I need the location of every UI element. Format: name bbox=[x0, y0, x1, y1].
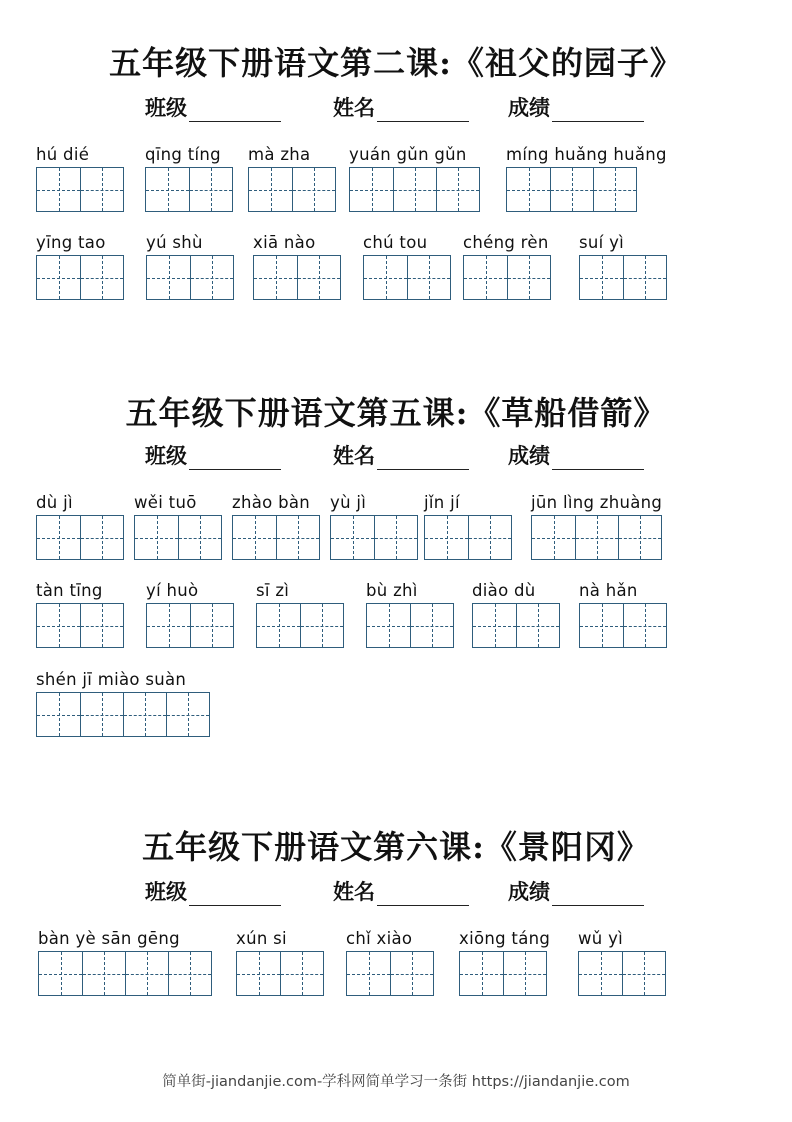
writing-cell[interactable] bbox=[125, 952, 168, 995]
writing-cell[interactable] bbox=[233, 516, 276, 559]
writing-cell[interactable] bbox=[292, 168, 335, 211]
class-blank[interactable] bbox=[189, 445, 281, 470]
writing-cell[interactable] bbox=[331, 516, 374, 559]
writing-cell[interactable] bbox=[135, 516, 178, 559]
info-row-2 bbox=[0, 440, 792, 470]
writing-cell[interactable] bbox=[468, 516, 511, 559]
pinyin-label: qīng tíng bbox=[145, 145, 221, 164]
writing-cell[interactable] bbox=[623, 604, 666, 647]
score-field[interactable] bbox=[508, 876, 644, 906]
writing-grid[interactable] bbox=[38, 951, 212, 996]
score-label: 成绩 bbox=[508, 443, 550, 468]
writing-grid[interactable] bbox=[463, 255, 551, 300]
writing-grid[interactable] bbox=[578, 951, 666, 996]
writing-cell[interactable] bbox=[80, 168, 123, 211]
writing-cell[interactable] bbox=[37, 604, 80, 647]
pinyin-label: nà hǎn bbox=[579, 581, 638, 600]
writing-cell[interactable] bbox=[503, 952, 546, 995]
writing-cell[interactable] bbox=[80, 516, 123, 559]
writing-cell[interactable] bbox=[37, 256, 80, 299]
writing-cell[interactable] bbox=[410, 604, 453, 647]
writing-cell[interactable] bbox=[364, 256, 407, 299]
writing-cell[interactable] bbox=[532, 516, 575, 559]
writing-grid[interactable] bbox=[579, 255, 667, 300]
name-blank[interactable] bbox=[377, 97, 469, 122]
name-blank[interactable] bbox=[377, 445, 469, 470]
info-row-1 bbox=[0, 92, 792, 122]
writing-cell[interactable] bbox=[123, 693, 166, 736]
writing-cell[interactable] bbox=[249, 168, 292, 211]
pinyin-label: bù zhì bbox=[366, 581, 418, 600]
writing-grid[interactable] bbox=[36, 255, 124, 300]
writing-cell[interactable] bbox=[374, 516, 417, 559]
writing-cell[interactable] bbox=[407, 256, 450, 299]
class-field[interactable] bbox=[145, 92, 281, 122]
writing-cell[interactable] bbox=[580, 604, 623, 647]
footer-text: 简单街-jiandanjie.com-学科网简单学习一条街 https://jiandanjie.com bbox=[162, 1074, 630, 1090]
writing-cell[interactable] bbox=[168, 952, 211, 995]
writing-grid[interactable] bbox=[506, 167, 637, 212]
score-field[interactable] bbox=[508, 440, 644, 470]
writing-cell[interactable] bbox=[178, 516, 221, 559]
pinyin-label: diào dù bbox=[472, 581, 536, 600]
pinyin-label: yuán gǔn gǔn bbox=[349, 145, 467, 164]
class-label: 班级 bbox=[145, 95, 187, 120]
pinyin-label: shén jī miào suàn bbox=[36, 670, 187, 689]
name-field[interactable] bbox=[333, 440, 469, 470]
writing-cell[interactable] bbox=[80, 604, 123, 647]
writing-cell[interactable] bbox=[579, 952, 622, 995]
writing-cell[interactable] bbox=[190, 604, 233, 647]
writing-grid[interactable] bbox=[36, 167, 124, 212]
writing-grid[interactable] bbox=[146, 603, 234, 648]
writing-cell[interactable] bbox=[575, 516, 618, 559]
pinyin-label: wěi tuō bbox=[134, 493, 197, 512]
pinyin-label: xún si bbox=[236, 929, 287, 948]
writing-cell[interactable] bbox=[257, 604, 300, 647]
pinyin-label: sī zì bbox=[256, 581, 290, 600]
writing-cell[interactable] bbox=[147, 256, 190, 299]
score-label: 成绩 bbox=[508, 879, 550, 904]
writing-cell[interactable] bbox=[580, 256, 623, 299]
pinyin-label: yú shù bbox=[146, 233, 203, 252]
pinyin-label: yīng tao bbox=[36, 233, 106, 252]
pinyin-label: hú dié bbox=[36, 145, 90, 164]
pinyin-label: jūn lìng zhuàng bbox=[531, 493, 663, 512]
class-label: 班级 bbox=[145, 443, 187, 468]
writing-grid[interactable] bbox=[146, 255, 234, 300]
writing-grid[interactable] bbox=[256, 603, 344, 648]
writing-cell[interactable] bbox=[460, 952, 503, 995]
writing-grid[interactable] bbox=[145, 167, 233, 212]
writing-cell[interactable] bbox=[280, 952, 323, 995]
writing-cell[interactable] bbox=[350, 168, 393, 211]
pinyin-label: chǐ xiào bbox=[346, 929, 413, 948]
score-blank[interactable] bbox=[552, 445, 644, 470]
writing-grid[interactable] bbox=[36, 603, 124, 648]
writing-cell[interactable] bbox=[37, 693, 80, 736]
writing-grid[interactable] bbox=[330, 515, 418, 560]
class-field[interactable] bbox=[145, 440, 281, 470]
writing-cell[interactable] bbox=[189, 168, 232, 211]
writing-cell[interactable] bbox=[436, 168, 479, 211]
writing-grid[interactable] bbox=[472, 603, 560, 648]
class-label: 班级 bbox=[145, 879, 187, 904]
writing-cell[interactable] bbox=[516, 604, 559, 647]
writing-grid[interactable] bbox=[134, 515, 222, 560]
section-title-1: 五年级下册语文第二课:《祖父的园子》 bbox=[109, 44, 683, 82]
writing-cell[interactable] bbox=[367, 604, 410, 647]
writing-grid[interactable] bbox=[232, 515, 320, 560]
writing-cell[interactable] bbox=[473, 604, 516, 647]
writing-cell[interactable] bbox=[390, 952, 433, 995]
pinyin-label: bàn yè sān gēng bbox=[38, 929, 180, 948]
writing-cell[interactable] bbox=[623, 256, 666, 299]
name-field[interactable] bbox=[333, 92, 469, 122]
writing-cell[interactable] bbox=[618, 516, 661, 559]
pinyin-label: chéng rèn bbox=[463, 233, 549, 252]
writing-grid[interactable] bbox=[424, 515, 512, 560]
writing-cell[interactable] bbox=[147, 604, 190, 647]
writing-cell[interactable] bbox=[593, 168, 636, 211]
name-blank[interactable] bbox=[377, 881, 469, 906]
info-row-3 bbox=[0, 876, 792, 906]
writing-cell[interactable] bbox=[80, 693, 123, 736]
score-field[interactable] bbox=[508, 92, 644, 122]
pinyin-label: suí yì bbox=[579, 233, 625, 252]
pinyin-label: jǐn jí bbox=[424, 493, 460, 512]
writing-grid[interactable] bbox=[346, 951, 434, 996]
writing-cell[interactable] bbox=[276, 516, 319, 559]
score-label: 成绩 bbox=[508, 95, 550, 120]
section-title-3: 五年级下册语文第六课:《景阳冈》 bbox=[142, 828, 650, 866]
writing-grid[interactable] bbox=[253, 255, 341, 300]
name-label: 姓名 bbox=[333, 879, 375, 904]
writing-cell[interactable] bbox=[82, 952, 125, 995]
writing-cell[interactable] bbox=[347, 952, 390, 995]
writing-cell[interactable] bbox=[393, 168, 436, 211]
score-blank[interactable] bbox=[552, 881, 644, 906]
writing-grid[interactable] bbox=[366, 603, 454, 648]
writing-cell[interactable] bbox=[425, 516, 468, 559]
pinyin-label: xiōng táng bbox=[459, 929, 551, 948]
writing-cell[interactable] bbox=[37, 516, 80, 559]
writing-grid[interactable] bbox=[579, 603, 667, 648]
writing-cell[interactable] bbox=[464, 256, 507, 299]
writing-cell[interactable] bbox=[300, 604, 343, 647]
class-field[interactable] bbox=[145, 876, 281, 906]
writing-cell[interactable] bbox=[190, 256, 233, 299]
writing-cell[interactable] bbox=[37, 168, 80, 211]
pinyin-label: zhào bàn bbox=[232, 493, 311, 512]
pinyin-label: yù jì bbox=[330, 493, 367, 512]
writing-cell[interactable] bbox=[550, 168, 593, 211]
writing-grid[interactable] bbox=[36, 515, 124, 560]
section-title-2: 五年级下册语文第五课:《草船借箭》 bbox=[125, 394, 667, 432]
pinyin-label: mà zha bbox=[248, 145, 311, 164]
pinyin-label: tàn tīng bbox=[36, 581, 103, 600]
pinyin-label: xiā nào bbox=[253, 233, 316, 252]
class-blank[interactable] bbox=[189, 881, 281, 906]
writing-grid[interactable] bbox=[459, 951, 547, 996]
writing-grid[interactable] bbox=[236, 951, 324, 996]
name-label: 姓名 bbox=[333, 443, 375, 468]
writing-cell[interactable] bbox=[507, 168, 550, 211]
writing-grid[interactable] bbox=[531, 515, 662, 560]
writing-cell[interactable] bbox=[254, 256, 297, 299]
pinyin-label: wǔ yì bbox=[578, 929, 624, 948]
class-blank[interactable] bbox=[189, 97, 281, 122]
writing-cell[interactable] bbox=[297, 256, 340, 299]
name-field[interactable] bbox=[333, 876, 469, 906]
score-blank[interactable] bbox=[552, 97, 644, 122]
writing-cell[interactable] bbox=[622, 952, 665, 995]
pinyin-label: míng huǎng huǎng bbox=[506, 145, 667, 164]
writing-cell[interactable] bbox=[80, 256, 123, 299]
writing-grid[interactable] bbox=[349, 167, 480, 212]
pinyin-label: yí huò bbox=[146, 581, 199, 600]
writing-cell[interactable] bbox=[237, 952, 280, 995]
writing-cell[interactable] bbox=[166, 693, 209, 736]
writing-grid[interactable] bbox=[36, 692, 210, 737]
writing-grid[interactable] bbox=[363, 255, 451, 300]
writing-cell[interactable] bbox=[39, 952, 82, 995]
name-label: 姓名 bbox=[333, 95, 375, 120]
pinyin-label: dù jì bbox=[36, 493, 73, 512]
pinyin-label: chú tou bbox=[363, 233, 428, 252]
writing-cell[interactable] bbox=[146, 168, 189, 211]
writing-grid[interactable] bbox=[248, 167, 336, 212]
writing-cell[interactable] bbox=[507, 256, 550, 299]
